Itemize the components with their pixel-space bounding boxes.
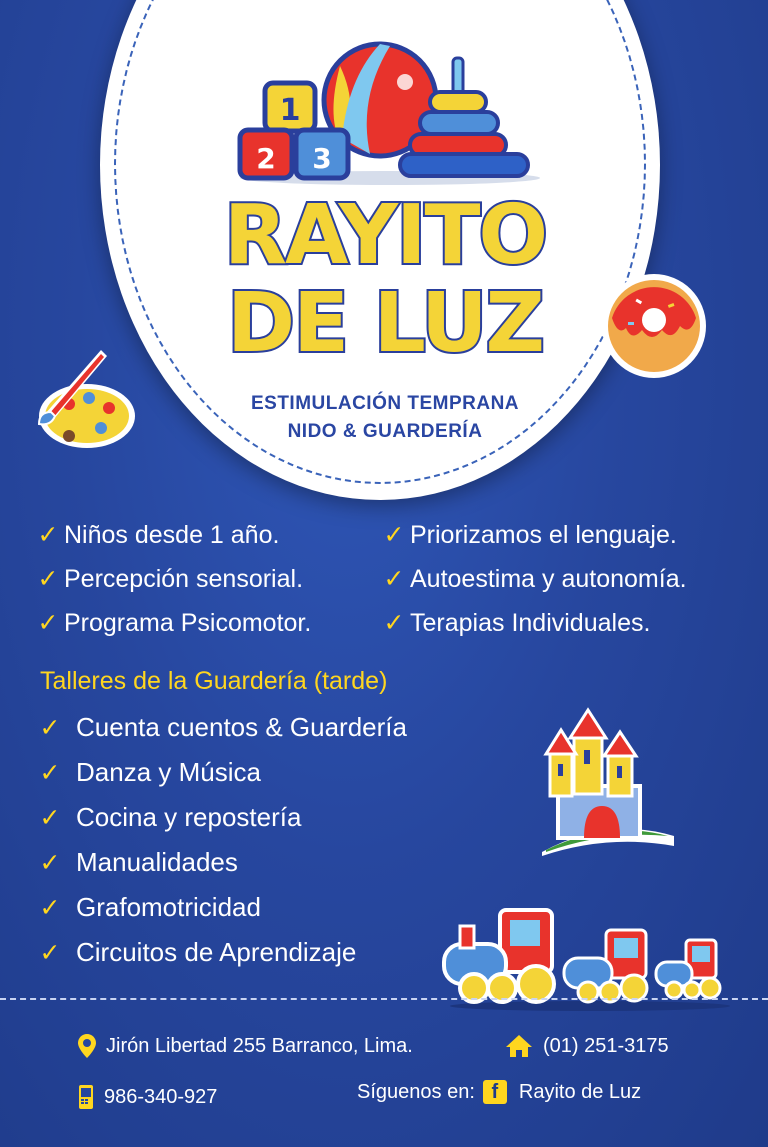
toys-illustration bbox=[230, 38, 540, 188]
workshops-title: Talleres de la Guardería (tarde) bbox=[40, 667, 388, 695]
workshops-list bbox=[38, 705, 407, 975]
feature-label: Priorizamos el lenguaje. bbox=[410, 520, 677, 549]
social-follow bbox=[357, 1080, 641, 1104]
feature-item bbox=[382, 601, 687, 645]
home-icon bbox=[505, 1034, 533, 1058]
facebook-name: Rayito de Luz bbox=[518, 1080, 642, 1103]
check-icon: ✓ bbox=[39, 848, 61, 877]
donut-icon bbox=[598, 270, 710, 382]
mobile-phone bbox=[78, 1084, 217, 1110]
location-pin-icon bbox=[78, 1034, 96, 1058]
feature-item bbox=[36, 601, 311, 645]
feature-item bbox=[382, 557, 687, 601]
workshop-item bbox=[38, 840, 407, 885]
check-icon: ✓ bbox=[39, 893, 61, 922]
mobile-text: 986-340-927 bbox=[104, 1085, 218, 1108]
workshop-item bbox=[38, 705, 407, 750]
features-right-column bbox=[382, 513, 687, 645]
workshop-label: Cocina y repostería bbox=[76, 802, 302, 832]
check-icon: ✓ bbox=[39, 938, 61, 967]
medium-train-icon bbox=[564, 930, 647, 1002]
small-train-icon bbox=[656, 940, 720, 998]
tagline-line-1: ESTIMULACIÓN TEMPRANA bbox=[250, 393, 520, 414]
check-icon: ✓ bbox=[37, 609, 59, 637]
feature-label: Percepción sensorial. bbox=[64, 564, 304, 593]
block-label: 2 bbox=[256, 142, 276, 175]
landline-phone bbox=[505, 1034, 669, 1058]
feature-item bbox=[36, 557, 311, 601]
check-icon: ✓ bbox=[383, 609, 405, 637]
workshop-item bbox=[38, 750, 407, 795]
check-icon: ✓ bbox=[37, 565, 59, 593]
facebook-icon: f bbox=[483, 1080, 507, 1104]
check-icon: ✓ bbox=[383, 565, 405, 593]
feature-label: Programa Psicomotor. bbox=[64, 608, 312, 637]
paint-palette-icon bbox=[25, 342, 137, 454]
workshop-item bbox=[38, 885, 407, 930]
check-icon: ✓ bbox=[39, 713, 61, 742]
landline-text: (01) 251-3175 bbox=[543, 1034, 669, 1057]
toy-trains-icon bbox=[440, 900, 730, 1012]
brand-line-1: RAYITO bbox=[223, 188, 547, 283]
workshop-label: Cuenta cuentos & Guardería bbox=[76, 712, 407, 742]
check-icon: ✓ bbox=[37, 521, 59, 549]
workshop-label: Grafomotricidad bbox=[76, 892, 261, 922]
follow-label: Síguenos en: bbox=[357, 1080, 475, 1103]
workshop-label: Circuitos de Aprendizaje bbox=[76, 937, 357, 967]
feature-item bbox=[382, 513, 687, 557]
mobile-phone-icon bbox=[78, 1084, 94, 1110]
feature-label: Terapias Individuales. bbox=[410, 608, 651, 637]
workshop-item bbox=[38, 930, 407, 975]
footer-divider bbox=[0, 998, 768, 1000]
block-label: 1 bbox=[279, 93, 301, 128]
address-text: Jirón Libertad 255 Barranco, Lima. bbox=[106, 1034, 413, 1057]
workshop-label: Danza y Música bbox=[76, 757, 261, 787]
feature-item bbox=[36, 513, 311, 557]
features-left-column bbox=[36, 513, 311, 645]
check-icon: ✓ bbox=[39, 803, 61, 832]
brand-tagline bbox=[150, 390, 620, 446]
workshop-label: Manualidades bbox=[76, 847, 238, 877]
feature-label: Niños desde 1 año. bbox=[64, 520, 280, 549]
check-icon: ✓ bbox=[39, 758, 61, 787]
check-icon: ✓ bbox=[383, 521, 405, 549]
workshop-item bbox=[38, 795, 407, 840]
address bbox=[78, 1034, 413, 1058]
castle-icon bbox=[538, 706, 678, 858]
block-label: 3 bbox=[312, 142, 332, 175]
large-train-icon bbox=[444, 910, 554, 1002]
brand-line-2: DE LUZ bbox=[227, 276, 543, 371]
tagline-line-2: NIDO & GUARDERÍA bbox=[287, 421, 483, 442]
feature-label: Autoestima y autonomía. bbox=[410, 564, 687, 593]
brand-logo bbox=[150, 188, 620, 371]
